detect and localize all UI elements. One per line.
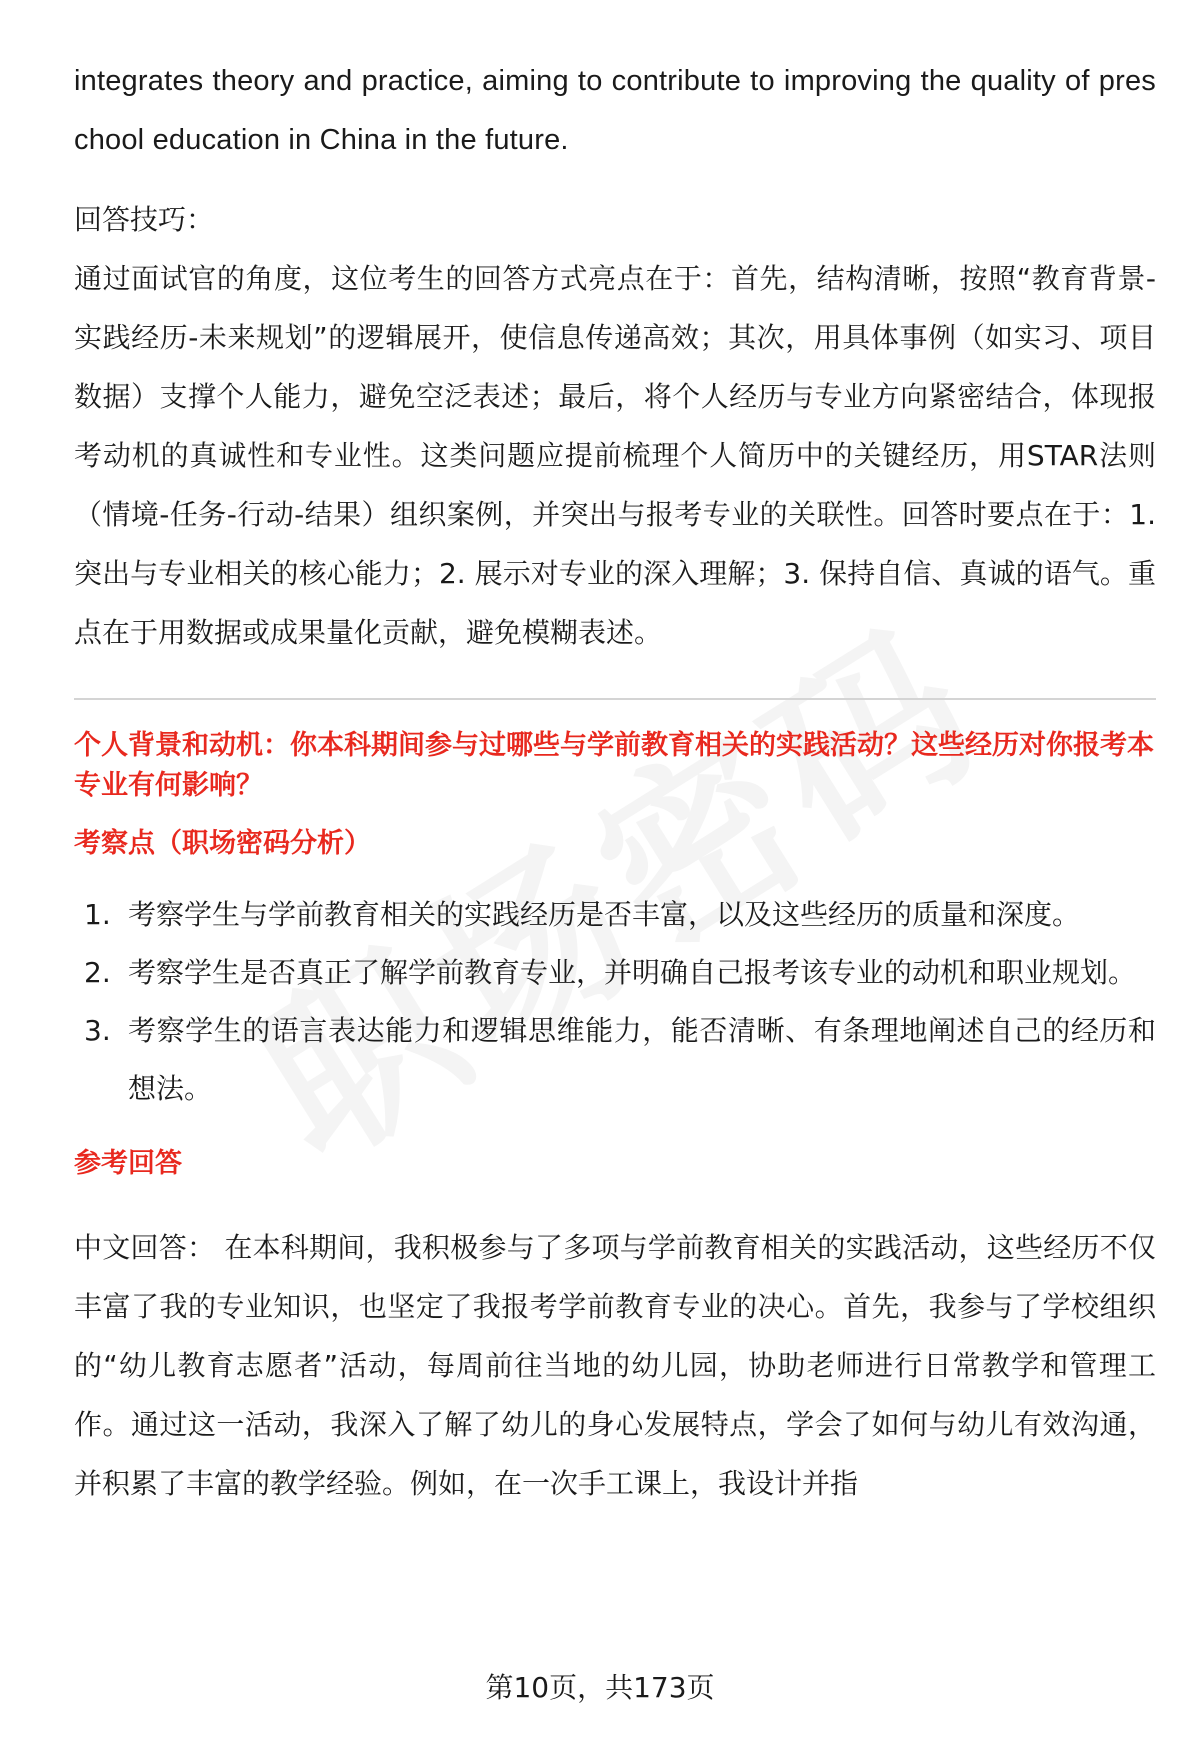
points-heading: 考察点（职场密码分析） [74,828,371,859]
list-item [74,1002,1156,1118]
list-item [74,886,1156,944]
list-number: 1. [84,898,111,931]
page-footer: 第10页，共173页 [485,1671,715,1704]
tips-paragraph: 通过面试官的角度，这位考生的回答方式亮点在于：首先，结构清晰，按照“教育背景-实践经历-未来规划”的逻辑展开，使信息传递高效；其次，用具体事例（如实习、项目数据）支撑个人能力，避免空泛表述；最后，将个人经历与专业方向紧密结合，体现报考动机的真诚性和专业性。这类问题应提前梳理个人简历中的关键经历，用STAR法则（情境-任务-行动-结果）组织案例，并突出与报考专业的关联性。回答时要点在于：1. 突出与专业相关的核心能力；2. 展示对专业的深入理解；3. 保持自信、真诚的语气。重点在于用数据或成果量化贡献，避免模糊表述。 [74,262,1156,649]
question-title: 个人背景和动机：你本科期间参与过哪些与学前教育相关的实践活动？这些经历对你报考本专业有何影响？ [74,730,1154,801]
list-number: 3. [84,1014,111,1047]
intro-paragraph: integrates theory and practice, aiming to contribute to improving the quality of preschool education in China in the future. [74,65,1156,156]
document-page [74,52,1156,1513]
points-list [74,886,1156,1118]
tips-label: 回答技巧： [74,203,215,236]
section-divider [74,698,1156,700]
list-item-text: 考察学生与学前教育相关的实践经历是否丰富，以及这些经历的质量和深度。 [128,898,1081,931]
list-item [74,944,1156,1002]
list-number: 2. [84,956,111,989]
reference-answer: 中文回答： 在本科期间，我积极参与了多项与学前教育相关的实践活动，这些经历不仅丰富了我的专业知识，也坚定了我报考学前教育专业的决心。首先，我参与了学校组织的“幼儿教育志愿者”活动，每周前往当地的幼儿园，协助老师进行日常教学和管理工作。通过这一活动，我深入了解了幼儿的身心发展特点，学会了如何与幼儿有效沟通，并积累了丰富的教学经验。例如，在一次手工课上，我设计并指 [74,1231,1156,1500]
list-item-text: 考察学生是否真正了解学前教育专业，并明确自己报考该专业的动机和职业规划。 [128,956,1137,989]
reference-heading: 参考回答 [74,1148,182,1179]
list-item-text: 考察学生的语言表达能力和逻辑思维能力，能否清晰、有条理地阐述自己的经历和想法。 [128,1014,1156,1105]
